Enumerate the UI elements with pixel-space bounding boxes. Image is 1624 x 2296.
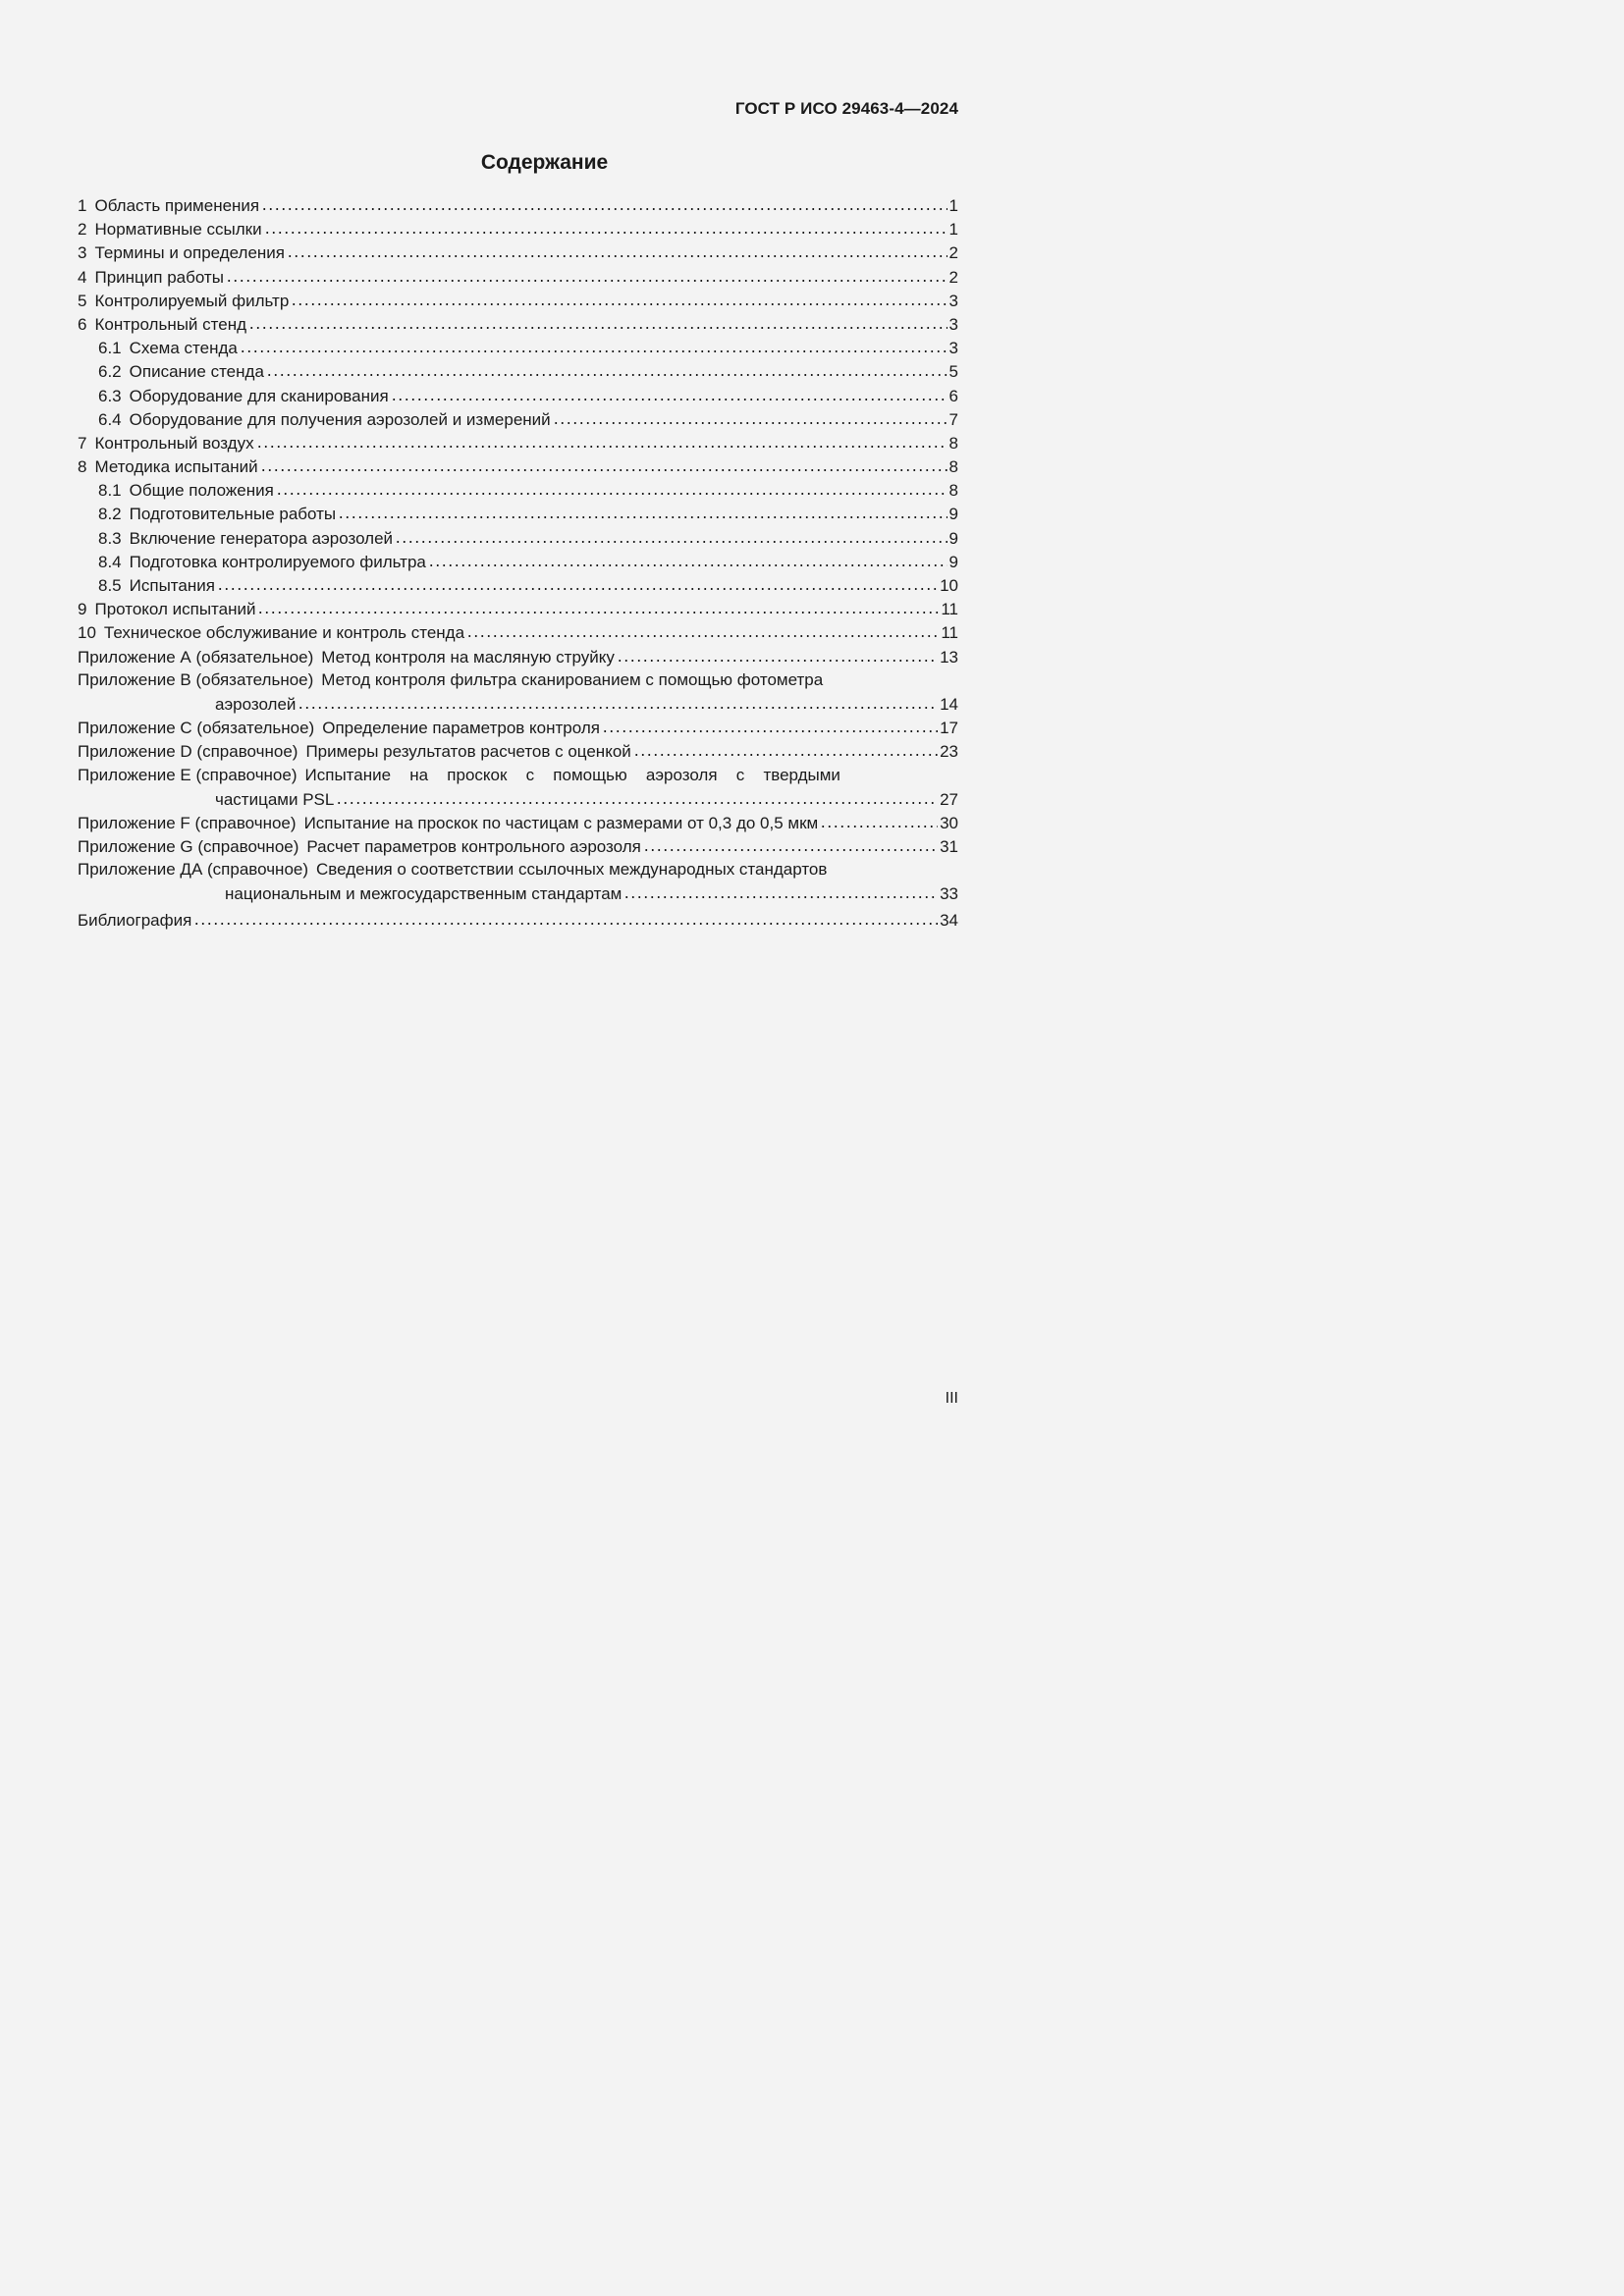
toc-entry-number: 4 [78,267,87,287]
toc-entry[interactable] [78,193,958,217]
page-title: Содержание [480,151,609,174]
toc-entry-page: 8 [948,433,958,453]
annex-label: Приложение G (справочное) [78,837,299,857]
toc-entry-bibliography[interactable] [78,908,958,932]
toc-entry-number: 8 [78,457,87,477]
dot-leader [643,833,938,851]
toc-entry-text: Методика испытаний [94,457,258,477]
toc-entry[interactable] [78,407,958,431]
toc-entry-page: 3 [948,291,958,310]
toc-entry[interactable] [78,312,958,336]
page-number: III [945,1390,958,1407]
dot-leader [617,644,938,662]
word: с [525,765,535,784]
toc-entry-text: Техническое обслуживание и контроль стенда [103,623,465,643]
dot-leader [391,383,947,400]
toc-entry-number: 8.3 [98,528,122,548]
dot-leader [261,192,947,210]
toc-entry-number: 6.4 [98,409,122,429]
toc-entry-number: 5 [78,291,87,310]
toc-entry-page: 1 [948,196,958,215]
toc-annex-entry[interactable] [78,645,958,668]
toc-entry-text: Включение генератора аэрозолей [129,528,394,548]
toc-annex-entry[interactable] [78,668,958,692]
toc-entry-text: Термины и определения [94,243,286,263]
toc-entry-page: 8 [948,457,958,477]
toc-entry-number: 8.1 [98,481,122,501]
toc-entry[interactable] [78,384,958,407]
toc-entry-text: Примеры результатов расчетов с оценкой [305,742,631,762]
toc-annex-entry[interactable] [78,858,958,881]
toc-entry-text: Испытания [129,576,215,595]
toc-entry-page: 31 [940,837,958,857]
toc-entry-text: Нормативные ссылки [94,220,262,240]
toc-entry-text: Описание стенда [129,362,264,382]
toc-entry-text: Контрольный стенд [94,314,246,334]
toc-annex-entry[interactable] [78,716,958,739]
toc-entry-text: Принцип работы [94,267,224,287]
toc-entry-text: Протокол испытаний [94,600,256,619]
toc-entry-page: 9 [948,528,958,548]
annex-label: Приложение Е (справочное) [78,765,298,784]
word: твердыми [763,765,840,784]
word: Испытание [304,765,392,784]
dot-leader [248,311,947,329]
word: с [735,765,745,784]
toc-entry-text-continuation: частицами PSL [215,789,335,809]
toc-entry-number: 6.1 [98,339,122,358]
toc-entry[interactable] [78,240,958,264]
dot-leader [428,549,947,566]
dot-leader [466,619,939,637]
dot-leader [298,691,938,709]
table-of-contents [78,193,958,932]
toc-entry-text-continuation: аэрозолей [215,694,297,714]
toc-entry-number: 8.4 [98,552,122,571]
document-page [0,0,1089,1539]
toc-entry-page: 2 [948,267,958,287]
toc-annex-entry[interactable] [78,811,958,834]
toc-entry[interactable] [78,550,958,573]
dot-leader [820,810,938,828]
toc-entry-number: 6.2 [98,362,122,382]
dot-leader [291,288,947,305]
dot-leader [264,216,947,234]
word: на [409,765,429,784]
toc-entry-text: Расчет параметров контрольного аэрозоля [306,837,641,857]
dot-leader [395,525,947,543]
toc-entry-page: 3 [948,339,958,358]
toc-entry-page: 11 [941,600,958,619]
toc-entry-number: 3 [78,243,87,263]
document-number: ГОСТ Р ИСО 29463-4—2024 [734,99,958,118]
annex-label: Приложение ДА (справочное) [78,860,309,880]
toc-entry-page: 1 [948,220,958,240]
toc-entry-text: Сведения о соответствии ссылочных международных стандартов [316,860,828,880]
toc-entry-text-continuation: национальным и межгосударственным стандартам [225,884,623,904]
toc-entry-number: 10 [78,623,96,643]
dot-leader [623,881,938,898]
toc-entry-text: Контролируемый фильтр [94,291,290,310]
dot-leader [226,264,947,282]
toc-entry-page: 9 [948,552,958,571]
dot-leader [553,406,947,424]
toc-entry[interactable] [78,359,958,383]
toc-entry-text: Испытание на проскок по частицам с размерами от 0,3 до 0,5 мкм [303,813,819,832]
toc-entry-text: Общие положения [129,481,274,501]
toc-annex-entry[interactable] [78,739,958,763]
toc-entry-page: 6 [948,386,958,405]
toc-entry-page: 10 [940,576,958,595]
toc-entry-page: 30 [940,813,958,832]
toc-annex-entry[interactable] [78,764,958,787]
toc-entry-page: 8 [948,481,958,501]
toc-entry-continuation[interactable] [78,881,958,905]
dot-leader [287,240,947,257]
toc-entry-text: Область применения [94,196,260,215]
word: аэрозоля [645,765,718,784]
annex-label: Приложение D (справочное) [78,742,298,762]
toc-entry-number: 1 [78,196,87,215]
toc-entry-number: 8.2 [98,505,122,524]
toc-entry-number: 6 [78,314,87,334]
toc-annex-entry[interactable] [78,834,958,858]
word: проскок [447,765,508,784]
toc-entry-text: Подготовка контролируемого фильтра [129,552,426,571]
toc-entry[interactable] [78,478,958,502]
toc-entry-text: Подготовительные работы [129,505,337,524]
toc-entry-page: 23 [940,742,958,762]
toc-entry-page: 7 [948,409,958,429]
dot-leader [217,572,938,590]
word: помощью [553,765,627,784]
toc-entry-text: Контрольный воздух [94,433,254,453]
toc-entry[interactable] [78,265,958,289]
toc-entry[interactable] [78,526,958,550]
toc-entry-text: Библиография [78,910,192,930]
toc-entry-text: Метод контроля на масляную струйку [321,647,615,667]
dot-leader [276,477,947,495]
toc-entry-number: 9 [78,600,87,619]
toc-entry-number: 6.3 [98,386,122,405]
toc-entry-number: 2 [78,220,87,240]
toc-entry-page: 3 [948,314,958,334]
annex-label: Приложение В (обязательное) [78,669,314,689]
toc-entry-continuation[interactable] [78,692,958,716]
toc-entry-page: 33 [940,884,958,904]
toc-entry[interactable] [78,573,958,597]
dot-leader [240,335,947,352]
toc-entry[interactable] [78,336,958,359]
toc-entry-page: 34 [940,910,958,930]
toc-entry[interactable] [78,620,958,644]
toc-entry-text: Схема стенда [129,339,238,358]
dot-leader [257,596,939,614]
dot-leader [338,501,947,518]
toc-entry[interactable] [78,502,958,525]
toc-entry[interactable] [78,431,958,454]
toc-entry-number: 8.5 [98,576,122,595]
dot-leader [336,786,938,804]
toc-entry-page: 14 [940,694,958,714]
annex-label: Приложение F (справочное) [78,813,297,832]
dot-leader [260,454,947,471]
toc-entry-page: 9 [948,505,958,524]
toc-entry-text [305,764,840,787]
toc-entry-page: 5 [948,362,958,382]
toc-entry-page: 27 [940,789,958,809]
toc-entry-text: Метод контроля фильтра сканированием с помощью фотометра [321,669,824,689]
toc-entry-text: Определение параметров контроля [322,719,600,738]
dot-leader [193,907,938,925]
toc-entry-text: Оборудование для получения аэрозолей и измерений [129,409,551,429]
toc-entry[interactable] [78,597,958,620]
toc-entry[interactable] [78,289,958,312]
toc-entry-page: 11 [941,623,958,643]
dot-leader [602,715,938,732]
toc-entry-page: 13 [940,647,958,667]
toc-entry-text: Оборудование для сканирования [129,386,389,405]
dot-leader [266,358,947,376]
dot-leader [633,738,938,756]
toc-entry-number: 7 [78,433,87,453]
annex-label: Приложение С (обязательное) [78,719,315,738]
toc-entry-page: 2 [948,243,958,263]
toc-entry[interactable] [78,454,958,478]
annex-label: Приложение А (обязательное) [78,647,314,667]
dot-leader [256,430,947,448]
toc-entry-continuation[interactable] [78,787,958,811]
toc-entry[interactable] [78,217,958,240]
toc-entry-page: 17 [940,719,958,738]
